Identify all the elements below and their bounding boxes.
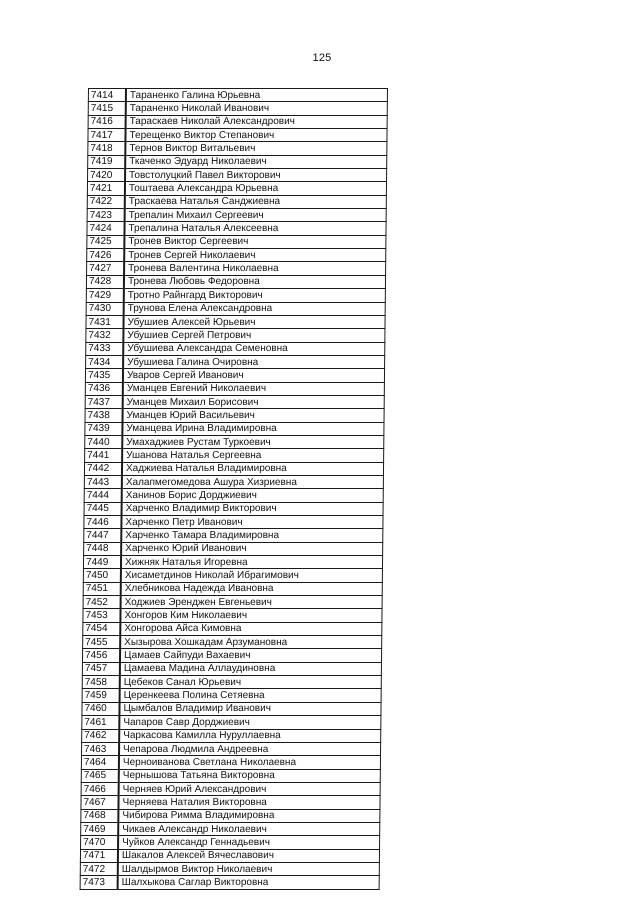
person-name: Тараненко Николай Иванович — [126, 102, 388, 115]
table-row — [86, 315, 385, 328]
person-name: Тернов Виктор Витальевич — [125, 142, 387, 155]
person-name: Терещенко Виктор Степанович — [125, 129, 387, 142]
person-name: Харченко Владимир Викторович — [122, 502, 384, 515]
table-row — [81, 809, 380, 822]
table-row — [88, 102, 387, 115]
person-name: Уманцев Михаил Борисович — [123, 395, 385, 408]
table-row — [80, 849, 379, 862]
row-number: 7452 — [83, 596, 121, 609]
table-row — [88, 129, 387, 142]
row-number: 7459 — [82, 689, 120, 702]
person-name: Халапмегомедова Ашура Хизриевна — [122, 475, 384, 488]
table-row — [82, 702, 381, 715]
person-name: Трепалин Михаил Сергеевич — [125, 209, 387, 222]
table-row — [87, 195, 386, 208]
person-name: Тронева Валентина Николаевна — [124, 262, 386, 275]
table-row — [84, 489, 383, 502]
person-name: Цамаев Сайпуди Вахаевич — [120, 649, 382, 662]
person-name: Убушиев Алексей Юрьевич — [123, 315, 385, 328]
row-number: 7448 — [84, 542, 122, 555]
row-number: 7446 — [84, 516, 122, 529]
table-row — [81, 822, 380, 835]
table-row — [81, 756, 380, 769]
row-number: 7463 — [82, 742, 120, 755]
row-number: 7430 — [86, 302, 124, 315]
table-row — [83, 556, 382, 569]
person-name: Ханинов Борис Дорджиевич — [122, 489, 384, 502]
table-row — [85, 422, 384, 435]
person-name: Уманцев Евгений Николаевич — [123, 382, 385, 395]
row-number: 7443 — [84, 475, 122, 488]
row-number: 7468 — [81, 809, 119, 822]
table-row — [82, 716, 381, 729]
row-number: 7458 — [82, 676, 120, 689]
table-row — [82, 689, 381, 702]
table-row — [87, 262, 386, 275]
row-number: 7423 — [87, 209, 125, 222]
person-name: Трунова Елена Александровна — [124, 302, 386, 315]
person-name: Чепарова Людмила Андреевна — [119, 742, 381, 755]
row-number: 7472 — [80, 862, 118, 875]
person-name: Товстолуцкий Павел Викторович — [125, 169, 387, 182]
row-number: 7445 — [84, 502, 122, 515]
person-name: Ушанова Наталья Сергеевна — [122, 449, 384, 462]
row-number: 7428 — [86, 275, 124, 288]
table-row — [82, 676, 381, 689]
person-name: Умахаджиев Рустам Туркоевич — [122, 435, 384, 448]
row-number: 7425 — [87, 235, 125, 248]
table-row — [88, 155, 387, 168]
person-name: Чапаров Савр Дорджиевич — [119, 716, 381, 729]
table-row — [81, 769, 380, 782]
person-name: Чуйков Александр Геннадьевич — [118, 836, 380, 849]
table-row — [83, 569, 382, 582]
row-number: 7456 — [82, 649, 120, 662]
table-row — [85, 449, 384, 462]
person-name: Цебеков Санал Юрьевич — [120, 676, 382, 689]
table-row — [87, 249, 386, 262]
table-row — [86, 275, 385, 288]
row-number: 7464 — [81, 756, 119, 769]
row-number: 7455 — [83, 636, 121, 649]
table-row — [85, 435, 384, 448]
row-number: 7429 — [86, 289, 124, 302]
table-row — [87, 209, 386, 222]
row-number: 7431 — [86, 315, 124, 328]
person-name: Цымбалов Владимир Иванович — [119, 702, 381, 715]
table-row — [83, 622, 382, 635]
person-name: Хонгорова Айса Кимовна — [120, 622, 382, 635]
table-row — [84, 475, 383, 488]
person-name: Церенкеева Полина Сетяевна — [120, 689, 382, 702]
row-number: 7462 — [82, 729, 120, 742]
row-number: 7434 — [86, 355, 124, 368]
person-name: Черняев Юрий Александрович — [119, 782, 381, 795]
person-name: Шалдырмов Виктор Николаевич — [118, 862, 380, 875]
row-number: 7435 — [85, 369, 123, 382]
table-row — [82, 649, 381, 662]
table-row — [85, 382, 384, 395]
row-number: 7414 — [88, 89, 126, 102]
table-row — [84, 529, 383, 542]
person-name: Тараскаев Николай Александрович — [126, 115, 388, 128]
person-name: Чаркасова Камилла Нуруллаевна — [119, 729, 381, 742]
table-row — [83, 636, 382, 649]
row-number: 7419 — [88, 155, 126, 168]
row-number: 7432 — [86, 329, 124, 342]
row-number: 7442 — [84, 462, 122, 475]
row-number: 7436 — [85, 382, 123, 395]
table-row — [85, 395, 384, 408]
row-number: 7439 — [85, 422, 123, 435]
row-number: 7437 — [85, 395, 123, 408]
table-row — [85, 369, 384, 382]
person-name: Харченко Тамара Владимировна — [121, 529, 383, 542]
table-row — [87, 182, 386, 195]
person-name: Шакалов Алексей Вячеславович — [118, 849, 380, 862]
table-row — [81, 796, 380, 809]
person-name: Чернышова Татьяна Викторовна — [119, 769, 381, 782]
person-name: Тронев Виктор Сергеевич — [124, 235, 386, 248]
person-name: Хижняк Наталья Игоревна — [121, 556, 383, 569]
person-name: Уваров Сергей Иванович — [123, 369, 385, 382]
table-row — [86, 329, 385, 342]
person-name: Ткаченко Эдуард Николаевич — [125, 155, 387, 168]
row-number: 7460 — [82, 702, 120, 715]
row-number: 7461 — [82, 716, 120, 729]
table-row — [84, 516, 383, 529]
person-name: Хонгоров Ким Николаевич — [120, 609, 382, 622]
person-name: Чикаев Александр Николаевич — [118, 822, 380, 835]
row-number: 7420 — [88, 169, 126, 182]
table-row — [88, 142, 387, 155]
person-name: Харченко Петр Иванович — [121, 516, 383, 529]
person-name: Уманцев Юрий Васильевич — [123, 409, 385, 422]
row-number: 7427 — [87, 262, 125, 275]
table-row — [88, 169, 387, 182]
row-number: 7444 — [84, 489, 122, 502]
person-name: Тронева Любовь Федоровна — [124, 275, 386, 288]
table-row — [84, 462, 383, 475]
person-name: Хисаметдинов Николай Ибрагимович — [121, 569, 383, 582]
table-row — [86, 289, 385, 302]
person-name: Убушиева Галина Очировна — [123, 355, 385, 368]
table-row — [86, 342, 385, 355]
row-number: 7438 — [85, 409, 123, 422]
row-number: 7433 — [86, 342, 124, 355]
row-number: 7454 — [83, 622, 121, 635]
names-list-table — [80, 88, 388, 890]
table-row — [81, 836, 380, 849]
person-name: Тараненко Галина Юрьевна — [126, 89, 388, 102]
table-row — [81, 782, 380, 795]
table-row — [86, 355, 385, 368]
row-number: 7449 — [83, 556, 121, 569]
table-row — [83, 609, 382, 622]
person-name: Траскаева Наталья Санджиевна — [125, 195, 387, 208]
row-number: 7465 — [81, 769, 119, 782]
row-number: 7416 — [88, 115, 126, 128]
row-number: 7466 — [81, 782, 119, 795]
table-row — [87, 235, 386, 248]
row-number: 7467 — [81, 796, 119, 809]
row-number: 7471 — [80, 849, 118, 862]
row-number: 7424 — [87, 222, 125, 235]
row-number: 7418 — [88, 142, 126, 155]
table-row — [83, 596, 382, 609]
table-row — [86, 302, 385, 315]
table-row — [84, 542, 383, 555]
table-row — [83, 582, 382, 595]
table-row — [82, 662, 381, 675]
person-name: Тротно Райнгард Викторович — [124, 289, 386, 302]
person-name: Хызырова Хошкадам Арзумановна — [120, 636, 382, 649]
person-name: Черноиванова Светлана Николаевна — [119, 756, 381, 769]
table-row — [80, 876, 379, 889]
row-number: 7426 — [87, 249, 125, 262]
person-name: Харченко Юрий Иванович — [121, 542, 383, 555]
row-number: 7417 — [88, 129, 126, 142]
person-name: Уманцева Ирина Владимировна — [122, 422, 384, 435]
table-row — [85, 409, 384, 422]
person-name: Убушиева Александра Семеновна — [123, 342, 385, 355]
table-row — [88, 89, 387, 102]
person-name: Убушиев Сергей Петрович — [123, 329, 385, 342]
table-row — [82, 729, 381, 742]
person-name: Тоштаева Александра Юрьевна — [125, 182, 387, 195]
table-row — [88, 115, 387, 128]
person-name: Цамаева Мадина Аллаудиновна — [120, 662, 382, 675]
person-name: Хаджиева Наталья Владимировна — [122, 462, 384, 475]
person-name: Ходжиев Эренджен Евгеньевич — [121, 596, 383, 609]
row-number: 7421 — [87, 182, 125, 195]
table-row — [82, 742, 381, 755]
person-name: Черняева Наталия Викторовна — [118, 796, 380, 809]
row-number: 7453 — [83, 609, 121, 622]
names-list-body — [80, 89, 387, 890]
person-name: Чибирова Римма Владимировна — [118, 809, 380, 822]
row-number: 7470 — [81, 836, 119, 849]
row-number: 7469 — [81, 822, 119, 835]
row-number: 7441 — [85, 449, 123, 462]
row-number: 7440 — [85, 435, 123, 448]
person-name: Тронев Сергей Николаевич — [124, 249, 386, 262]
person-name: Шалхыкова Саглар Викторовна — [118, 876, 380, 889]
row-number: 7451 — [83, 582, 121, 595]
person-name: Хлебникова Надежда Ивановна — [121, 582, 383, 595]
person-name: Трепалина Наталья Алексеевна — [124, 222, 386, 235]
row-number: 7447 — [84, 529, 122, 542]
table-row — [87, 222, 386, 235]
row-number: 7422 — [87, 195, 125, 208]
table-row — [84, 502, 383, 515]
row-number: 7473 — [80, 876, 118, 889]
row-number: 7457 — [82, 662, 120, 675]
row-number: 7450 — [83, 569, 121, 582]
page-number: 125 — [312, 52, 332, 64]
table-row — [80, 862, 379, 875]
row-number: 7415 — [88, 102, 126, 115]
